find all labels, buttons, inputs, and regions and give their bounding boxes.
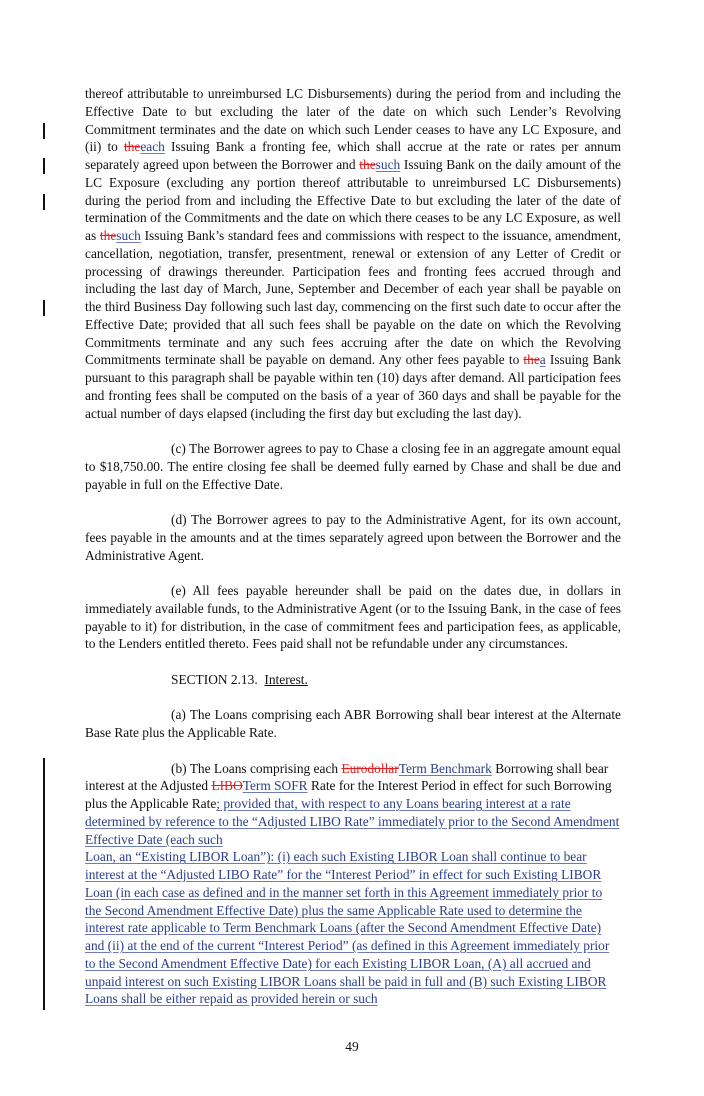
text-run: Issuing Bank on the daily amount of the LC Exposure (excluding any portion thereof attributable to unreimbursed LC Disbursements) during the period from and including the Effective Date to but excluding the later of the date of termination of the Commitments and the date on which there ceases to be any LC Exposure, as well as: [85, 157, 621, 243]
inserted-text: Term Benchmark: [398, 760, 492, 776]
text-run: Rate for the Interest Period in effect for such Borrowing plus the Applicable Rate: [85, 778, 612, 811]
deleted-text: the: [523, 352, 540, 368]
deleted-text: the: [359, 157, 376, 172]
text-run: (b) The Loans comprising each: [171, 760, 342, 776]
deleted-text: LIBO: [211, 778, 243, 794]
inserted-text: such: [116, 228, 141, 243]
inserted-text: Loan, an “Existing LIBOR Loan”): (i) each such Existing LIBOR Loan shall continue to bear interest at the “Adjusted LIBO Rate” for the “Interest Period” in effect for such Existing LIBOR Loan (in each case as defined and in the manner set forth in this Agreement immediately prior to the Second Amendment Effective Date) plus the same Applicable Rate used to determine the interest rate applicable to Term Benchmark Loans (after the Second Amendment Effective Date) and (ii) at the end of the current “Interest Period” (as defined in this Agreement immediately prior to the Second Amendment Effective Date) for each Existing LIBOR Loan, (A) all accrued and unpaid interest on such Existing LIBOR Loans shall be paid in full and (B) such Existing LIBOR Loans shall be either repaid as provided herein or such: [85, 849, 610, 1007]
inserted-text: ; provided that, with respect to any Loans bearing interest at a rate determined by reference to the “Adjusted LIBO Rate” immediately prior to the Second Amendment Effective Date (each such: [85, 796, 620, 847]
text-run: Issuing Bank a fronting fee, which shall accrue at the rate or rates per annum separately agreed upon between the Borrower and: [85, 139, 621, 172]
text-run: thereof attributable to unreimbursed LC Disbursements) during the period from and including the Effective Date to but excluding the later of the date on which such Lender’s Revolving Commitment terminates and the date on which such Lender ceases to have any LC Exposure, and (ii) to: [85, 86, 621, 155]
inserted-text: each: [140, 139, 165, 155]
change-bar: [43, 123, 45, 139]
fees-paragraph: [85, 85, 621, 422]
paragraph-e: (e) All fees payable hereunder shall be paid on the dates due, in dollars in immediately available funds, to the Administrative Agent (or to the Issuing Bank, in the case of fees payable to it) for distribution, in the case of commitment fees and participation fees, as applicable, to the Lenders entitled thereto. Fees paid shall not be refundable under any circumstances.: [85, 583, 621, 652]
text-run: Borrowing shall bear interest at the Adjusted: [85, 760, 609, 794]
inserted-text: Term SOFR: [242, 778, 308, 794]
change-bar: [43, 758, 45, 1011]
deleted-text: the: [123, 139, 141, 155]
paragraph-c: (c) The Borrower agrees to pay to Chase a closing fee in an aggregate amount equal to $18,750.00. The entire closing fee shall be deemed fully earned by Chase and shall be due and payable in full on the Effective Date.: [85, 441, 621, 492]
deleted-text: Eurodollar: [341, 760, 399, 776]
section-title: Interest.: [264, 671, 308, 687]
paragraph-a: (a) The Loans comprising each ABR Borrowing shall bear interest at the Alternate Base Rate plus the Applicable Rate.: [85, 707, 621, 740]
text-run: Issuing Bank pursuant to this paragraph shall be payable within ten (10) days after demand. All participation fees and fronting fees shall be computed on the basis of a year of 360 days and shall be payable for the actual number of days elapsed (including the first day but excluding the last day).: [85, 352, 621, 421]
section-number: SECTION 2.13.: [171, 671, 258, 687]
paragraph-d: (d) The Borrower agrees to pay to the Administrative Agent, for its own account, fees payable in the amounts and at the times separately agreed upon between the Borrower and the Administrative Agent.: [85, 512, 621, 563]
text-column: [85, 0, 621, 1008]
deleted-text: the: [99, 228, 117, 243]
change-bar: [43, 194, 45, 210]
paragraph-b: [85, 760, 621, 1009]
section-heading: [85, 671, 621, 689]
inserted-text: a: [539, 352, 546, 368]
change-bar: [43, 158, 45, 174]
change-bar: [43, 300, 45, 316]
inserted-text: such: [375, 157, 401, 172]
page-number: 49: [345, 1039, 359, 1054]
text-run: Issuing Bank’s standard fees and commissions with respect to the issuance, amendment, cancellation, negotiation, transfer, presentment, renewal or extension of any Letter of Credit or processing of drawings thereunder. Participation fees and fronting fees accrued through and including the last day of March, June, September and December of each year shall be payable on the third Business Day following such last day, commencing on the first such date to occur after the Effective Date; provided that all such fees shall be payable on the date on which the Revolving Commitments terminate and any such fees accruing after the date on which the Revolving Commitments terminate shall be payable on demand. Any other fees payable to: [85, 228, 621, 368]
